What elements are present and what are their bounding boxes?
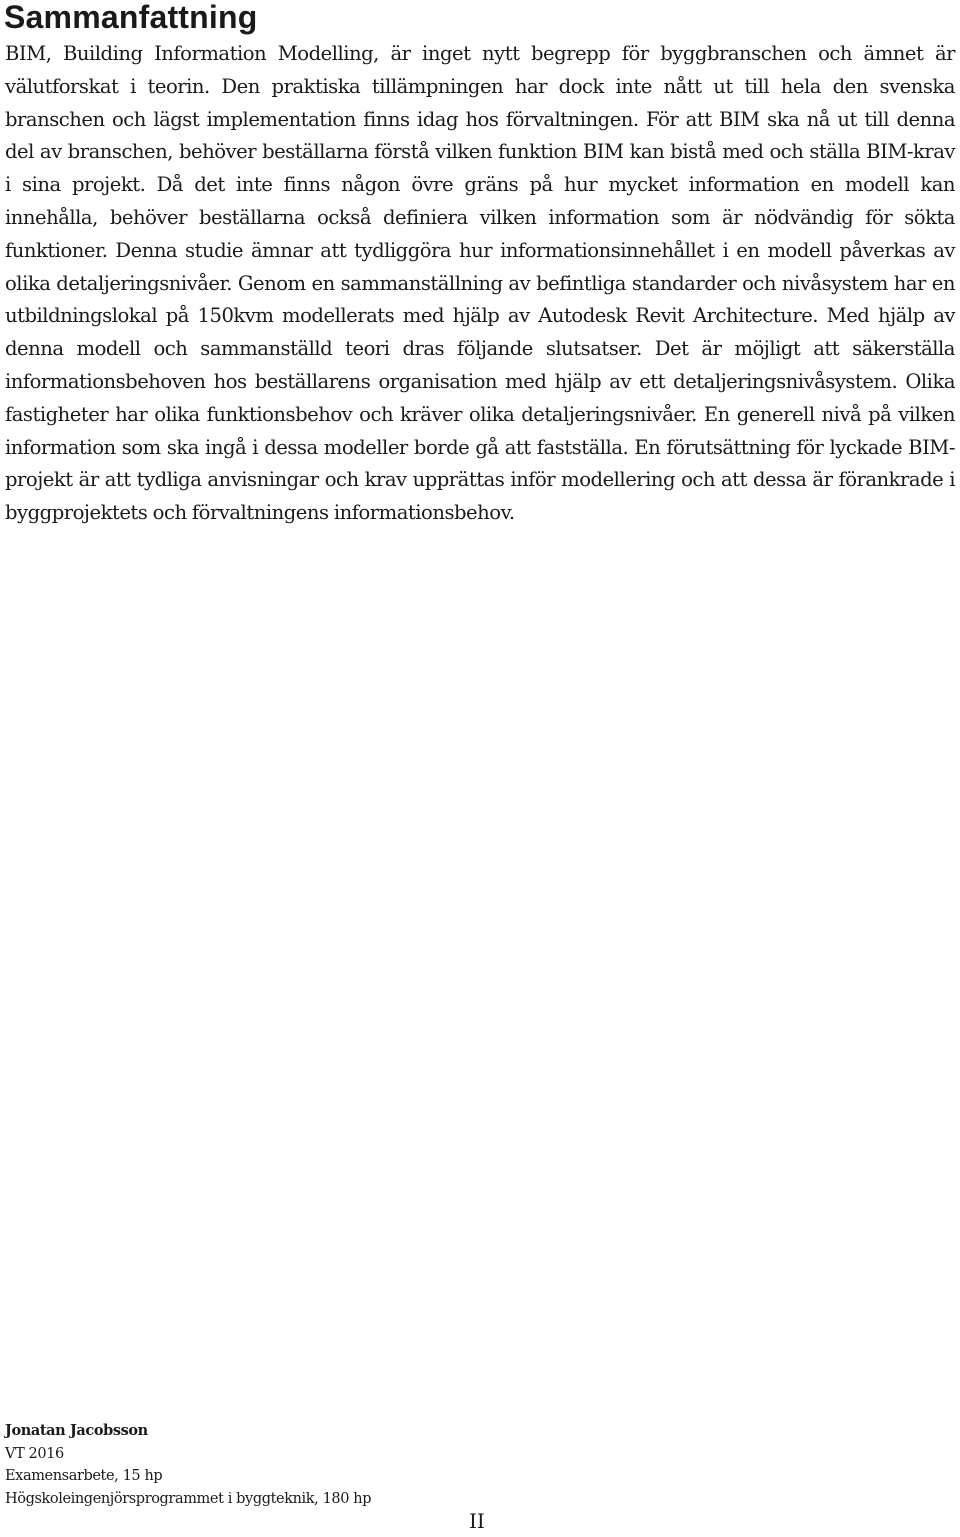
- author-info: [5, 1420, 371, 1510]
- page-title: Sammanfattning: [4, 0, 258, 35]
- program-name: Högskoleingenjörsprogrammet i byggteknik, 180 hp: [5, 1490, 372, 1507]
- summary-paragraph: BIM, Building Information Modelling, är inget nytt begrepp för byggbranschen och ämnet är välutforskat i teorin. Den praktiska tillämpningen har dock inte nått ut till hela den svenska branschen och lägst implementation finns idag hos förvaltningen. För att BIM ska nå ut till denna del av branschen, behöver beställarna förstå vilken funktion BIM kan bistå med och ställa BIM-krav i sina projekt. Då det inte finns någon övre gräns på hur mycket information en modell kan innehålla, behöver beställarna också definiera vilken information som är nödvändig för sökta funktioner. Denna studie ämnar att tydliggöra hur informationsinnehållet i en modell påverkas av olika detaljeringsnivåer. Genom en sammanställning av befintliga standarder och nivåsystem har en utbildningslokal på 150kvm modellerats med hjälp av Autodesk Revit Architecture. Med hjälp av denna modell och sammanställd teori dras följande slutsatser. Det är möjligt att säkerställa informationsbehoven hos beställarens organisation med hjälp av ett detaljeringsnivåsystem. Olika fastigheter har olika funktionsbehov och kräver olika detaljeringsnivåer. En generell nivå på vilken information som ska ingå i dessa modeller borde gå att fastställa. En förutsättning för lyckade BIM-projekt är att tydliga anvisningar och krav upprättas inför modellering och att dessa är förankrade i byggprojektets och förvaltningens informationsbehov.: [5, 42, 955, 525]
- term: VT 2016: [5, 1445, 64, 1462]
- page-number: II: [469, 1509, 485, 1533]
- thesis-type: Examensarbete, 15 hp: [5, 1468, 163, 1484]
- author-name: Jonatan Jacobsson: [5, 1422, 148, 1439]
